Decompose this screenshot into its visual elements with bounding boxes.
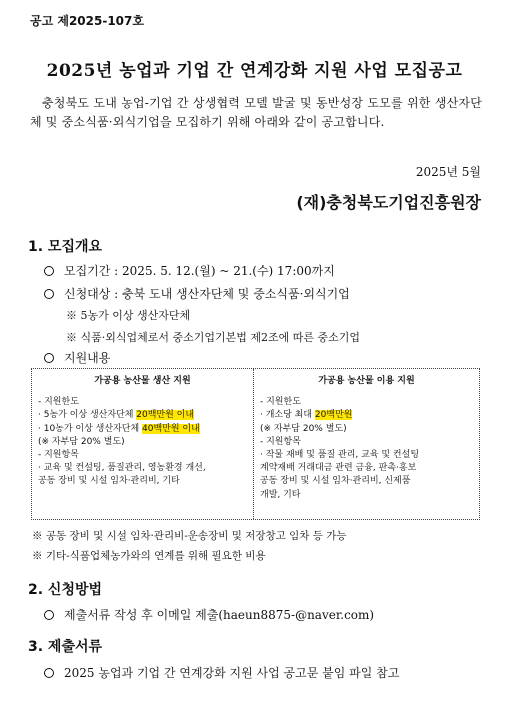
period-text: 모집기간 : 2025. 5. 12.(월) ~ 21.(수) 17:00까지 — [64, 264, 335, 278]
limit-amount-highlight: 20백만원 — [314, 410, 353, 421]
items-line: · 작물 재배 및 품질 관리, 교육 및 컨설팅 — [260, 450, 420, 461]
limit-text: · 개소당 최대 — [260, 410, 315, 421]
items-line: 계약재배 거래대금 관련 금융, 판촉·홍보 — [260, 463, 417, 474]
production-support-heading: 가공용 농산물 생산 지원 — [94, 376, 191, 386]
usage-support-heading: 가공용 농산물 이용 지원 — [318, 376, 415, 386]
items-line: · 교육 및 컨설팅, 품질관리, 영농환경 개선, — [38, 463, 206, 474]
table-footnote-1: ※ 공동 장비 및 시설 임차·관리비-운송장비 및 저장창고 임차 등 가능 — [32, 530, 347, 542]
limit-amount-highlight: 40백만원 이내 — [142, 423, 200, 434]
support-table — [31, 368, 480, 520]
apply-row — [44, 606, 374, 623]
items-label: - 지원항목 — [260, 436, 301, 447]
apply-text: 제출서류 작성 후 이메일 제출(haeun8875-@naver.com) — [64, 608, 375, 622]
target-text: 신청대상 : 충북 도내 생산자단체 및 중소식품·외식기업 — [64, 287, 350, 301]
section-1-title: 1. 모집개요 — [28, 239, 103, 255]
organization-name: (재)충청북도기업진흥원장 — [296, 193, 481, 212]
bullet-circle-icon — [44, 610, 54, 620]
announcement-date: 2025년 5월 — [415, 165, 481, 179]
section-3-title: 3. 제출서류 — [28, 639, 103, 655]
production-support-column — [32, 369, 254, 519]
items-label: - 지원항목 — [38, 450, 79, 461]
support-text: 지원내용 — [64, 351, 111, 365]
limit-amount-highlight: 20백만원 이내 — [136, 410, 195, 421]
self-pay-note: (※ 자부담 20% 별도) — [38, 436, 125, 447]
bullet-circle-icon — [44, 353, 54, 363]
page-title: 2025년 농업과 기업 간 연계강화 지원 사업 모집공고 — [46, 61, 463, 81]
items-line: 공동 장비 및 시설 임차·관리비, 신제품 — [260, 476, 411, 487]
section-2-title: 2. 신청방법 — [28, 582, 103, 598]
table-footnote-2: ※ 기타-식품업체농가와의 연계를 위해 필요한 비용 — [32, 550, 266, 562]
limit-label: - 지원한도 — [260, 397, 301, 408]
limit-text: · 5농가 이상 생산자단체 — [38, 410, 137, 421]
limit-line-5 — [32, 409, 253, 422]
documents-row — [44, 664, 399, 681]
notice-number: 공고 제2025-107호 — [30, 14, 144, 28]
items-line: 공동 장비 및 시설 임차·관리비, 기타 — [38, 476, 180, 487]
limit-line-10 — [32, 423, 253, 436]
support-row — [44, 349, 110, 366]
documents-text: 2025 농업과 기업 간 연계강화 지원 사업 공고문 붙임 파일 참고 — [64, 666, 400, 680]
bullet-circle-icon — [44, 289, 54, 299]
items-line: 개발, 기타 — [260, 489, 301, 500]
limit-line — [254, 409, 479, 422]
bullet-circle-icon — [44, 668, 54, 678]
bullet-circle-icon — [44, 266, 54, 276]
intro-paragraph: 충청북도 도내 농업-기업 간 상생협력 모델 발굴 및 동반성장 도모를 위한 생산자단체 및 중소식품·외식기업을 모집하기 위해 아래와 같이 공고합니다. — [30, 96, 482, 129]
target-note-2: ※ 식품·외식업체로서 중소기업기본법 제2조에 따른 중소기업 — [66, 331, 360, 344]
usage-support-column — [254, 369, 479, 519]
target-row — [44, 285, 350, 302]
limit-label: - 지원한도 — [38, 397, 79, 408]
limit-text: · 10농가 이상 생산자단체 — [38, 423, 143, 434]
target-note-1: ※ 5농가 이상 생산자단체 — [66, 309, 191, 322]
self-pay-note: (※ 자부담 20% 별도) — [260, 423, 347, 434]
period-row — [44, 262, 335, 279]
